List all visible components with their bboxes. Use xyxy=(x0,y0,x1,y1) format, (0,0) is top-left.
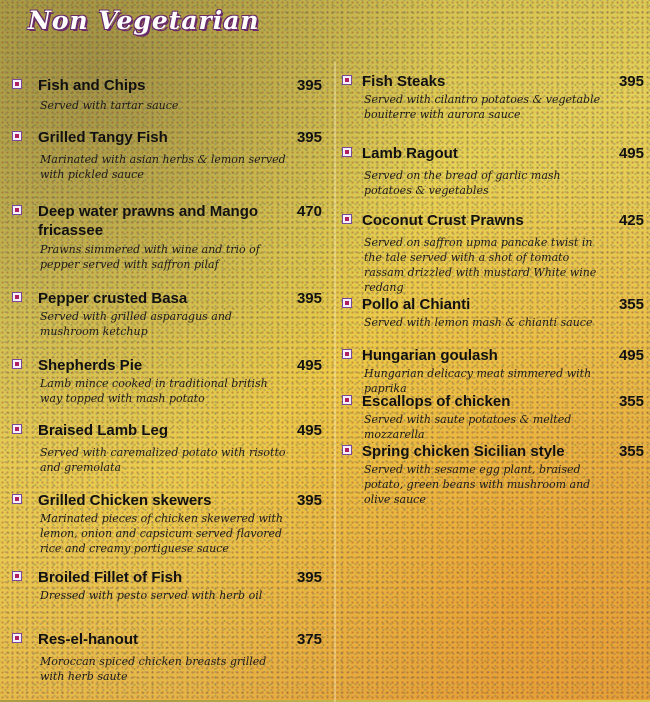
dish-description: Served with lemon mash & chianti sauce xyxy=(364,316,593,329)
bullet-icon xyxy=(12,205,22,215)
dish-name: Hungarian goulash xyxy=(362,347,498,364)
bullet-icon xyxy=(342,349,352,359)
dish-price: 375 xyxy=(296,631,322,648)
dish-name: Grilled Chicken skewers xyxy=(38,492,212,509)
dish-name: Lamb Ragout xyxy=(362,145,458,162)
section-title: Non Vegetarian xyxy=(28,6,260,35)
bullet-icon xyxy=(12,424,22,434)
dish-description: Dressed with pesto served with herb oil xyxy=(40,589,263,602)
dish-name: Res-el-hanout xyxy=(38,631,139,648)
dish-description: Served with caremalized potato with risotto and gremolata xyxy=(40,446,286,474)
dish-name: Broiled Fillet of Fish xyxy=(38,569,183,586)
dish-description: Served with sesame egg plant, braised potato, green beans with mushroom and olive sauce xyxy=(364,463,591,506)
dish-price: 355 xyxy=(618,443,644,460)
dish-price: 425 xyxy=(618,212,644,229)
dish-description: Served with grilled asparagus and mushroom ketchup xyxy=(40,310,232,338)
dish-description: Served with saute potatoes & melted mozzarella xyxy=(364,413,572,441)
bullet-icon xyxy=(342,298,352,308)
bullet-icon xyxy=(342,75,352,85)
dish-name: Coconut Crust Prawns xyxy=(362,212,524,229)
dish-price: 495 xyxy=(618,145,644,162)
dish-description: Lamb mince cooked in traditional british way topped with mash potato xyxy=(40,377,268,405)
dish-name: Shepherds Pie xyxy=(38,357,143,374)
dish-price: 395 xyxy=(296,129,322,146)
dish-price: 355 xyxy=(618,296,644,313)
column-divider xyxy=(334,62,336,702)
dish-name: Braised Lamb Leg xyxy=(38,422,169,439)
bullet-icon xyxy=(12,494,22,504)
bullet-icon xyxy=(12,359,22,369)
bullet-icon xyxy=(342,395,352,405)
dish-price: 355 xyxy=(618,393,644,410)
dish-description: Served with cilantro potatoes & vegetable bouiterre with aurora sauce xyxy=(364,93,601,121)
bullet-icon xyxy=(12,79,22,89)
dish-price: 395 xyxy=(296,569,322,586)
bullet-icon xyxy=(12,633,22,643)
dish-description: Moroccan spiced chicken breasts grilled with herb saute xyxy=(40,655,267,683)
bullet-icon xyxy=(342,214,352,224)
bullet-icon xyxy=(342,147,352,157)
dish-description: Hungarian delicacy meat simmered with paprika xyxy=(364,367,592,395)
dish-name: Escallops of chicken xyxy=(362,393,511,410)
dish-description: Prawns simmered with wine and trio of pepper served with saffron pilaf xyxy=(40,243,260,271)
bullet-icon xyxy=(12,571,22,581)
bullet-icon xyxy=(12,131,22,141)
dish-price: 470 xyxy=(296,203,322,220)
dish-name: Spring chicken Sicilian style xyxy=(362,443,565,460)
dish-description: Served on the bread of garlic mash potatoes & vegetables xyxy=(364,169,561,197)
dish-description: Served on saffron upma pancake twist in the tale served with a shot of tomato rassam drizzled with mustard White wine redang xyxy=(364,236,597,294)
dish-description: Marinated with asian herbs & lemon served with pickled sauce xyxy=(40,153,286,181)
bullet-icon xyxy=(12,292,22,302)
dish-description: Served with tartar sauce xyxy=(40,99,179,112)
dish-price: 495 xyxy=(618,347,644,364)
dish-price: 395 xyxy=(296,492,322,509)
dish-description: Marinated pieces of chicken skewered with lemon, onion and capsicum served flavored rice and creamy portiguese sauce xyxy=(40,512,283,555)
dish-price: 495 xyxy=(296,422,322,439)
dish-name: Pepper crusted Basa xyxy=(38,290,188,307)
dish-name: Grilled Tangy Fish xyxy=(38,129,168,146)
bullet-icon xyxy=(342,445,352,455)
dish-name: Deep water prawns and Mango fricassee xyxy=(38,203,259,239)
dish-price: 395 xyxy=(618,73,644,90)
dish-name: Fish Steaks xyxy=(362,73,446,90)
dish-price: 395 xyxy=(296,77,322,94)
dish-price: 395 xyxy=(296,290,322,307)
dish-name: Pollo al Chianti xyxy=(362,296,471,313)
dish-name: Fish and Chips xyxy=(38,77,146,94)
dish-price: 495 xyxy=(296,357,322,374)
